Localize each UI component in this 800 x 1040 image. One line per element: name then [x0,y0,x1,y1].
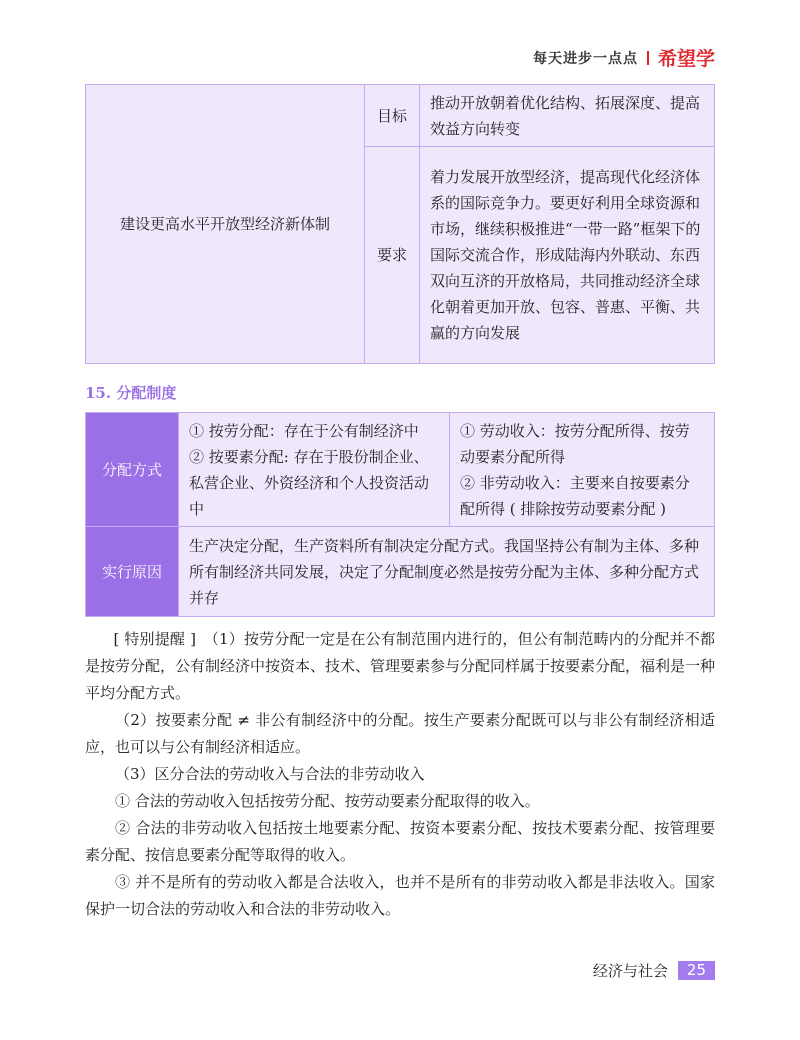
distribution-table [85,412,715,617]
topic-cell: 建设更高水平开放型经济新体制 [86,85,365,364]
note-paragraph: （3）区分合法的劳动收入与合法的非劳动收入 [115,765,425,783]
note-paragraph: ③ 并不是所有的劳动收入都是合法收入，也并不是所有的非劳动收入都是非法收入。国家保护一切合法的劳动收入和合法的非劳动收入。 [85,873,715,918]
distribution-methods-cell [179,413,450,527]
reason-cell: 生产决定分配，生产资料所有制决定分配方式。我国坚持公有制为主体、多种所有制经济共同发展，决定了分配制度必然是按劳分配为主体、多种分配方式并存 [179,527,715,617]
cell-line: ② 非劳动收入：主要来自按要素分配所得 ( 排除按劳动要素分配 ) [460,473,690,518]
brand-logo: 希望学 [657,48,715,70]
open-economy-table [85,84,715,364]
row-label: 要求 [365,147,420,364]
header-divider [647,51,649,65]
book-title: 经济与社会 [592,962,668,980]
income-types-cell [450,413,715,527]
note-paragraph: ② 合法的非劳动收入包括按土地要素分配、按资本要素分配、按技术要素分配、按管理要素分配、按信息要素分配等取得的收入。 [85,819,715,864]
page-header [533,44,715,71]
note-paragraph: ① 合法的劳动收入包括按劳分配、按劳动要素分配取得的收入。 [115,792,540,810]
notes-body [85,626,715,923]
section-title: 15. 分配制度 [85,384,177,402]
header-slogan: 每天进步一点点 [532,50,638,67]
row-label: 目标 [365,85,420,147]
row-content: 着力发展开放型经济，提高现代化经济体系的国际竞争力。要更好利用全球资源和市场，继续积极推进“一带一路”框架下的国际交流合作，形成陆海内外联动、东西双向互济的开放格局，共同推动经济全球化朝着更加开放、包容、普惠、平衡、共赢的方向发展 [420,147,715,364]
note-paragraph: （2）按要素分配 ≠ 非公有制经济中的分配。按生产要素分配既可以与非公有制经济相适应，也可以与公有制经济相适应。 [85,711,715,756]
row-header: 实行原因 [86,527,179,617]
note-paragraph: [ 特别提醒 ] （1）按劳分配一定是在公有制范围内进行的，但公有制范畴内的分配并不都是按劳分配，公有制经济中按资本、技术、管理要素参与分配同样属于按要素分配，福利是一种平均分配方式。 [85,630,716,702]
row-content: 推动开放朝着优化结构、拓展深度、提高效益方向转变 [420,85,715,147]
page-footer [593,960,715,981]
cell-line: ① 按劳分配：存在于公有制经济中 [189,421,419,440]
page-number: 25 [678,961,715,980]
row-header: 分配方式 [86,413,179,527]
cell-line: ① 劳动收入：按劳分配所得、按劳动要素分配所得 [460,421,690,466]
cell-line: ② 按要素分配: 存在于股份制企业、私营企业、外资经济和个人投资活动中 [189,447,430,518]
